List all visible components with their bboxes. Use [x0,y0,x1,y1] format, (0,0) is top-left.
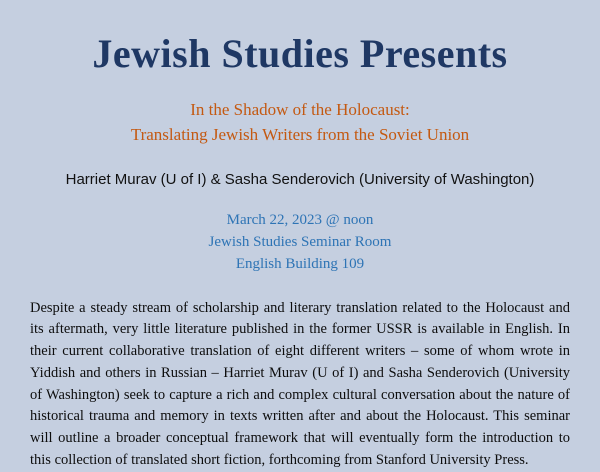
event-date-time: March 22, 2023 @ noon [226,212,374,229]
event-building: English Building 109 [235,255,365,272]
event-details [209,210,392,275]
event-subtitle-line-2: Translating Jewish Writers from the Soviet Union [130,124,470,144]
event-abstract: Despite a steady stream of scholarship and literary translation related to the Holocaust and its aftermath, very little literature published in the former USSR is available in English. In their current collaborative translation of eight different writers – some of whom wrote in Yiddish and others in Russian – Harriet Murav (U of I) and Sasha Senderovich (University of Washington) seek to capture a rich and complex cultural conversation about the nature of historical trauma and memory in texts written after and about the Holocaust. This seminar will outline a broader conceptual framework that will eventually form the introduction to this collection of translated short fiction, forthcoming from Stanford University Press. [30,299,570,468]
page-title: Jewish Studies Presents [92,31,508,76]
event-venue: Jewish Studies Seminar Room [208,234,392,251]
speakers-line: Harriet Murav (U of I) & Sasha Senderovich (University of Washington) [65,171,535,189]
event-subtitle-line-1: In the Shadow of the Holocaust: [190,100,410,119]
event-subtitle [131,98,469,147]
